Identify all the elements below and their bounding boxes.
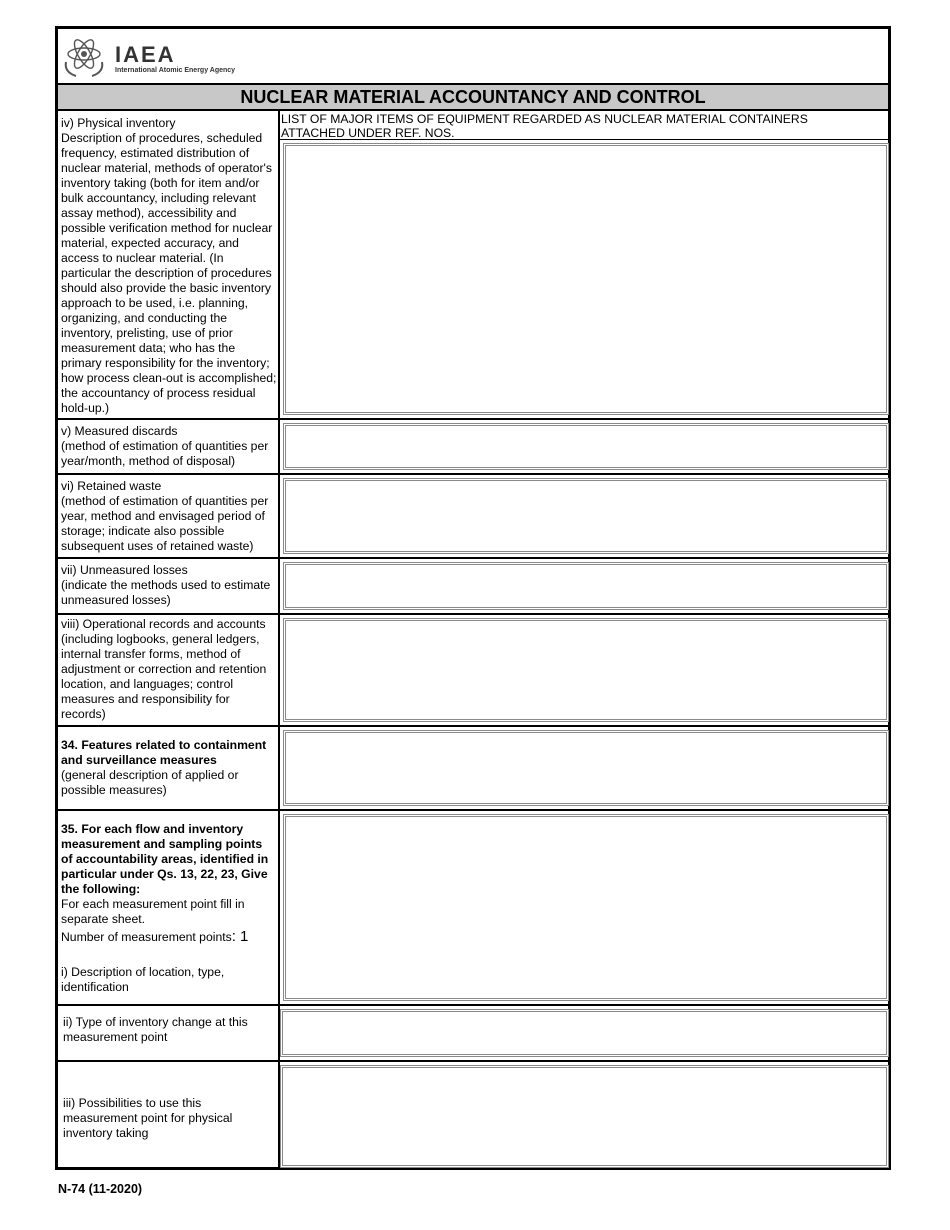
logo-subtitle: International Atomic Energy Agency <box>115 67 236 74</box>
row-divider <box>58 725 888 727</box>
operational-records-field[interactable] <box>283 618 889 722</box>
form-id: N-74 (11-2020) <box>58 1182 143 1196</box>
q35-title: 35. For each flow and inventory measurement and sampling points of accountability areas, identified in particular under Qs. 13, 22, 23, Give the following: <box>61 822 269 896</box>
q34-title: 34. Features related to containment and surveillance measures <box>61 738 267 767</box>
q34-label <box>61 738 277 798</box>
q35-iii-label <box>63 1096 279 1141</box>
row-divider <box>58 1060 888 1062</box>
section-iv-description: Description of procedures, scheduled frequency, estimated distribution of nuclear material, methods of operator's inventory taking (both for item and/or bulk accountancy, including relevant assay method), accessibility and possible verification method for nuclear material, expected accuracy, and access to nuclear material. (In particular the description of procedures should also provide the basic inventory approach to be used, i.e. planning, organizing, and conducting the inventory, prelisting, use of prior measurement data; who has the primary responsibility for the inventory; how process clean-out is accomplished; the accountancy of process residual hold-up.) <box>61 131 277 415</box>
measurement-point-description-field[interactable] <box>283 814 889 1001</box>
section-v-title: v) Measured discards <box>61 424 178 438</box>
section-iv-label <box>61 116 277 416</box>
section-vii-description: (indicate the methods used to estimate unmeasured losses) <box>61 578 271 607</box>
q35-ii-title: ii) Type of inventory change at this measurement point <box>63 1015 248 1044</box>
q35-iii-title: iii) Possibilities to use this measurement point for physical inventory taking <box>63 1096 233 1140</box>
measured-discards-field[interactable] <box>283 423 889 470</box>
physical-inventory-field[interactable] <box>283 143 889 415</box>
q35-note: For each measurement point fill in separate sheet. <box>61 897 245 926</box>
row-divider <box>58 613 888 615</box>
section-vii-label <box>61 563 277 608</box>
section-iv-title: iv) Physical inventory <box>61 116 176 130</box>
q35-ii-label <box>63 1015 279 1045</box>
logo-text: IAEA <box>115 42 176 67</box>
attachment-line-1: LIST OF MAJOR ITEMS OF EQUIPMENT REGARDED AS NUCLEAR MATERIAL CONTAINERS <box>281 112 808 126</box>
containment-surveillance-field[interactable] <box>283 730 889 806</box>
measurement-points-value: 1 <box>240 928 249 945</box>
section-viii-label <box>61 617 277 722</box>
inventory-change-type-field[interactable] <box>280 1009 889 1057</box>
retained-waste-field[interactable] <box>283 478 889 554</box>
measurement-points-row: Number of measurement points: 1 <box>61 928 249 945</box>
section-viii-title: viii) Operational records and accounts (including logbooks, general ledgers, internal transfer forms, method of adjustment or correction and retention location, and languages; control measures and responsibility for records) <box>61 617 267 721</box>
section-vi-title: vi) Retained waste <box>61 479 162 493</box>
page-title: NUCLEAR MATERIAL ACCOUNTANCY AND CONTROL <box>58 83 888 111</box>
section-v-description: (method of estimation of quantities per year/month, method of disposal) <box>61 439 269 468</box>
section-v-label <box>61 424 277 469</box>
section-vi-description: (method of estimation of quantities per year, method and envisaged period of storage; indicate also possible subsequent uses of retained waste) <box>61 494 269 553</box>
row-divider <box>58 557 888 559</box>
q35-item-i: i) Description of location, type, identification <box>61 965 225 994</box>
row-divider <box>58 473 888 475</box>
attachment-divider <box>280 139 888 140</box>
q34-description: (general description of applied or possible measures) <box>61 768 239 797</box>
measurement-points-label: Number of measurement points <box>61 930 232 944</box>
section-vii-title: vii) Unmeasured losses <box>61 563 188 577</box>
attachment-line-2: ATTACHED UNDER REF. NOS. <box>281 126 455 140</box>
row-divider <box>58 1004 888 1006</box>
row-divider <box>58 418 888 420</box>
attachment-header <box>281 112 881 140</box>
q35-label <box>61 822 277 995</box>
unmeasured-losses-field[interactable] <box>283 562 889 610</box>
section-vi-label <box>61 479 277 554</box>
row-divider <box>58 809 888 811</box>
physical-inventory-possibilities-field[interactable] <box>280 1065 889 1168</box>
